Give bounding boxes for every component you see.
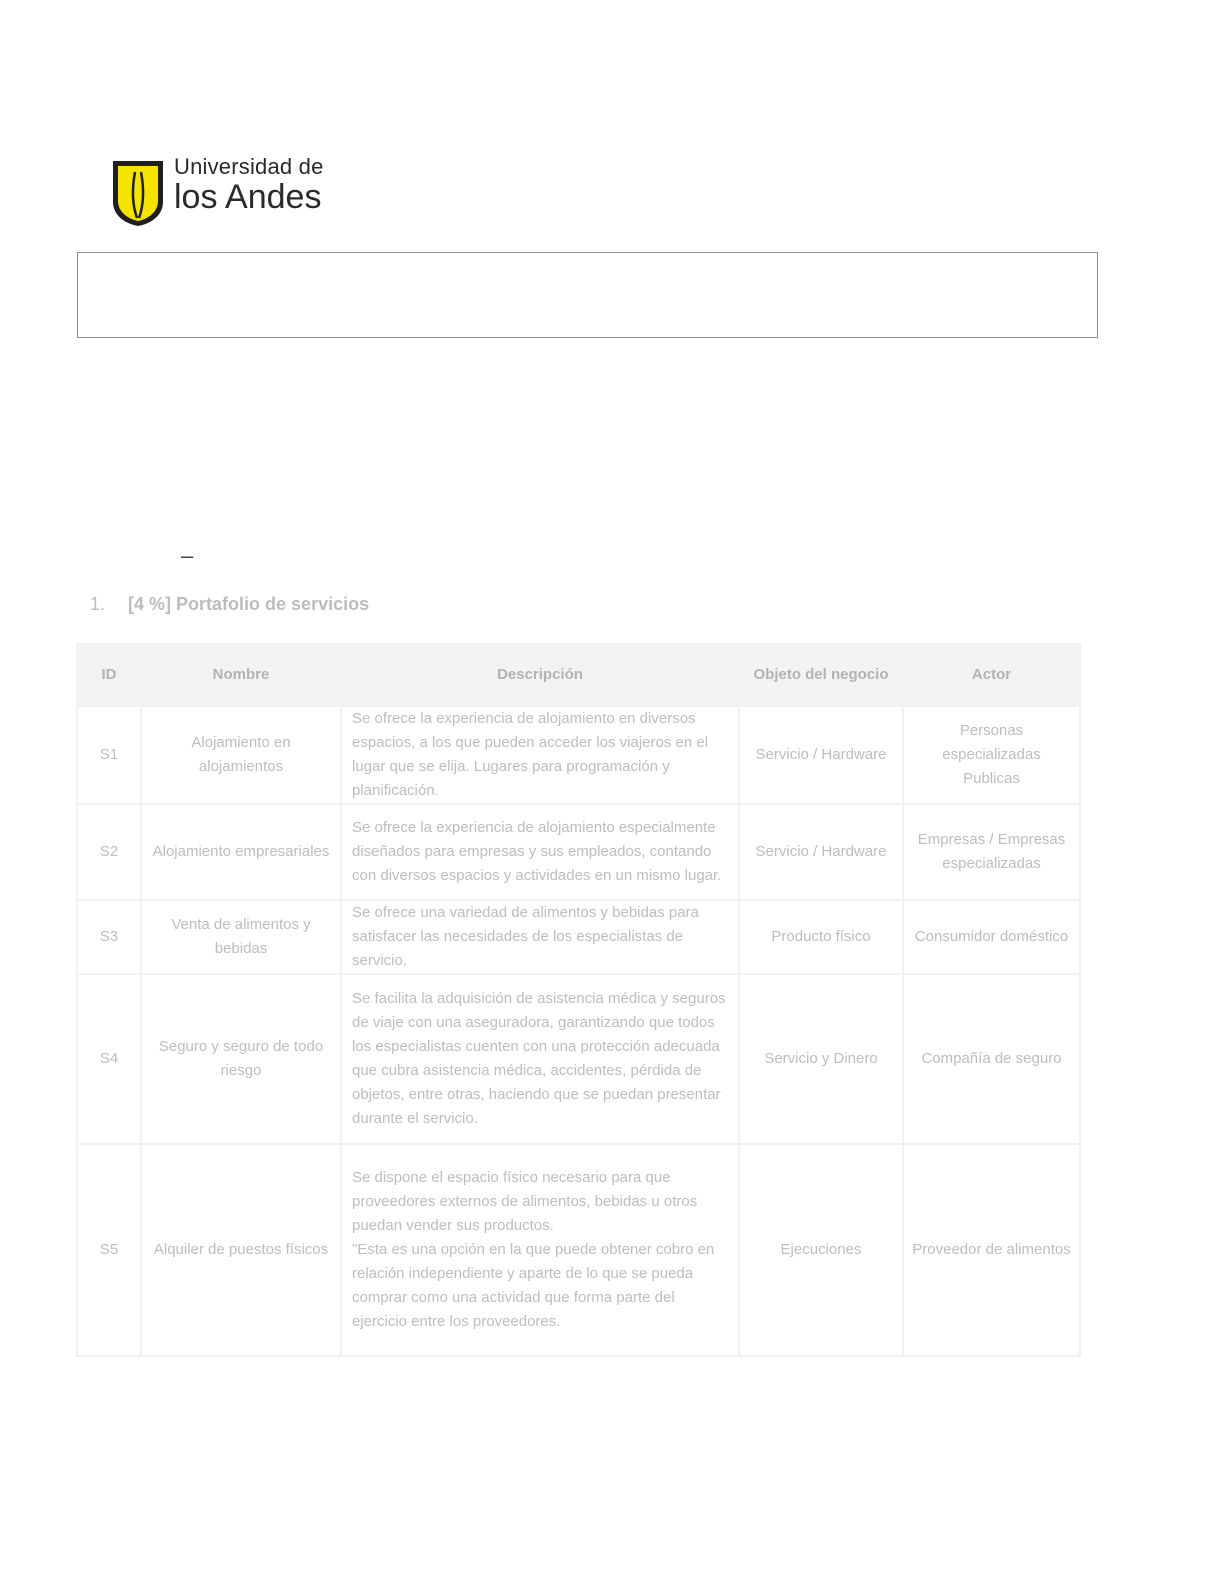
section-title: [4 %] Portafolio de servicios	[128, 594, 370, 614]
section-heading	[90, 594, 369, 615]
cell-actor: Empresas / Empresas especializadas	[903, 804, 1080, 900]
cell-actor: Consumidor doméstico	[903, 900, 1080, 974]
dash-mark: –	[181, 543, 194, 568]
cell-object: Servicio / Hardware	[739, 706, 903, 804]
cell-id: S2	[77, 804, 141, 900]
header-actor: Actor	[903, 644, 1080, 706]
title-box	[77, 252, 1098, 338]
cell-name: Alojamiento en alojamientos	[141, 706, 341, 804]
cell-description: Se ofrece la experiencia de alojamiento en diversos espacios, a los que pueden acceder los viajeros en el lugar que se elija. Lugares para programación y planificación.	[341, 706, 739, 804]
table-row	[77, 804, 1080, 900]
table-row	[77, 900, 1080, 974]
cell-object: Producto físico	[739, 900, 903, 974]
cell-id: S4	[77, 974, 141, 1144]
section-number: 1.	[90, 594, 106, 614]
cell-actor: Personas especializadas Publicas	[903, 706, 1080, 804]
cell-name: Seguro y seguro de todo riesgo	[141, 974, 341, 1144]
cell-description: Se ofrece una variedad de alimentos y bebidas para satisfacer las necesidades de los especialistas de servicio.	[341, 900, 739, 974]
cell-actor: Proveedor de alimentos	[903, 1144, 1080, 1356]
cell-description: Se ofrece la experiencia de alojamiento especialmente diseñados para empresas y sus empleados, contando con diversos espacios y actividades en un mismo lugar.	[341, 804, 739, 900]
cell-name: Alquiler de puestos físicos	[141, 1144, 341, 1356]
table-header-row	[77, 644, 1080, 706]
cell-actor: Compañía de seguro	[903, 974, 1080, 1144]
header-id: ID	[77, 644, 141, 706]
cell-id: S1	[77, 706, 141, 804]
logo-line-2: los Andes	[174, 178, 322, 216]
header-description: Descripción	[341, 644, 739, 706]
cell-id: S5	[77, 1144, 141, 1356]
services-table	[76, 643, 1081, 1357]
shield-icon	[110, 158, 166, 228]
cell-object: Servicio y Dinero	[739, 974, 903, 1144]
university-logo	[110, 156, 340, 228]
table-row	[77, 1144, 1080, 1356]
header-name: Nombre	[141, 644, 341, 706]
table-row	[77, 706, 1080, 804]
logo-wordmark	[174, 156, 324, 214]
cell-description: Se facilita la adquisición de asistencia médica y seguros de viaje con una aseguradora, garantizando que todos los especialistas cuenten con una protección adecuada que cubra asistencia médica, accidentes, pérdida de objetos, entre otras, haciendo que se puedan presentar durante el servicio.	[341, 974, 739, 1144]
header-object: Objeto del negocio	[739, 644, 903, 706]
cell-name: Alojamiento empresariales	[141, 804, 341, 900]
cell-object: Servicio / Hardware	[739, 804, 903, 900]
logo-line-1: Universidad de	[174, 154, 324, 179]
table-row	[77, 974, 1080, 1144]
cell-description: Se dispone el espacio físico necesario para que proveedores externos de alimentos, bebidas u otros puedan vender sus productos. "Esta es una opción en la que puede obtener cobro en relación independiente y aparte de lo que se pueda comprar como una actividad que forma parte del ejercicio entre los proveedores.	[341, 1144, 739, 1356]
cell-object: Ejecuciones	[739, 1144, 903, 1356]
cell-id: S3	[77, 900, 141, 974]
cell-name: Venta de alimentos y bebidas	[141, 900, 341, 974]
